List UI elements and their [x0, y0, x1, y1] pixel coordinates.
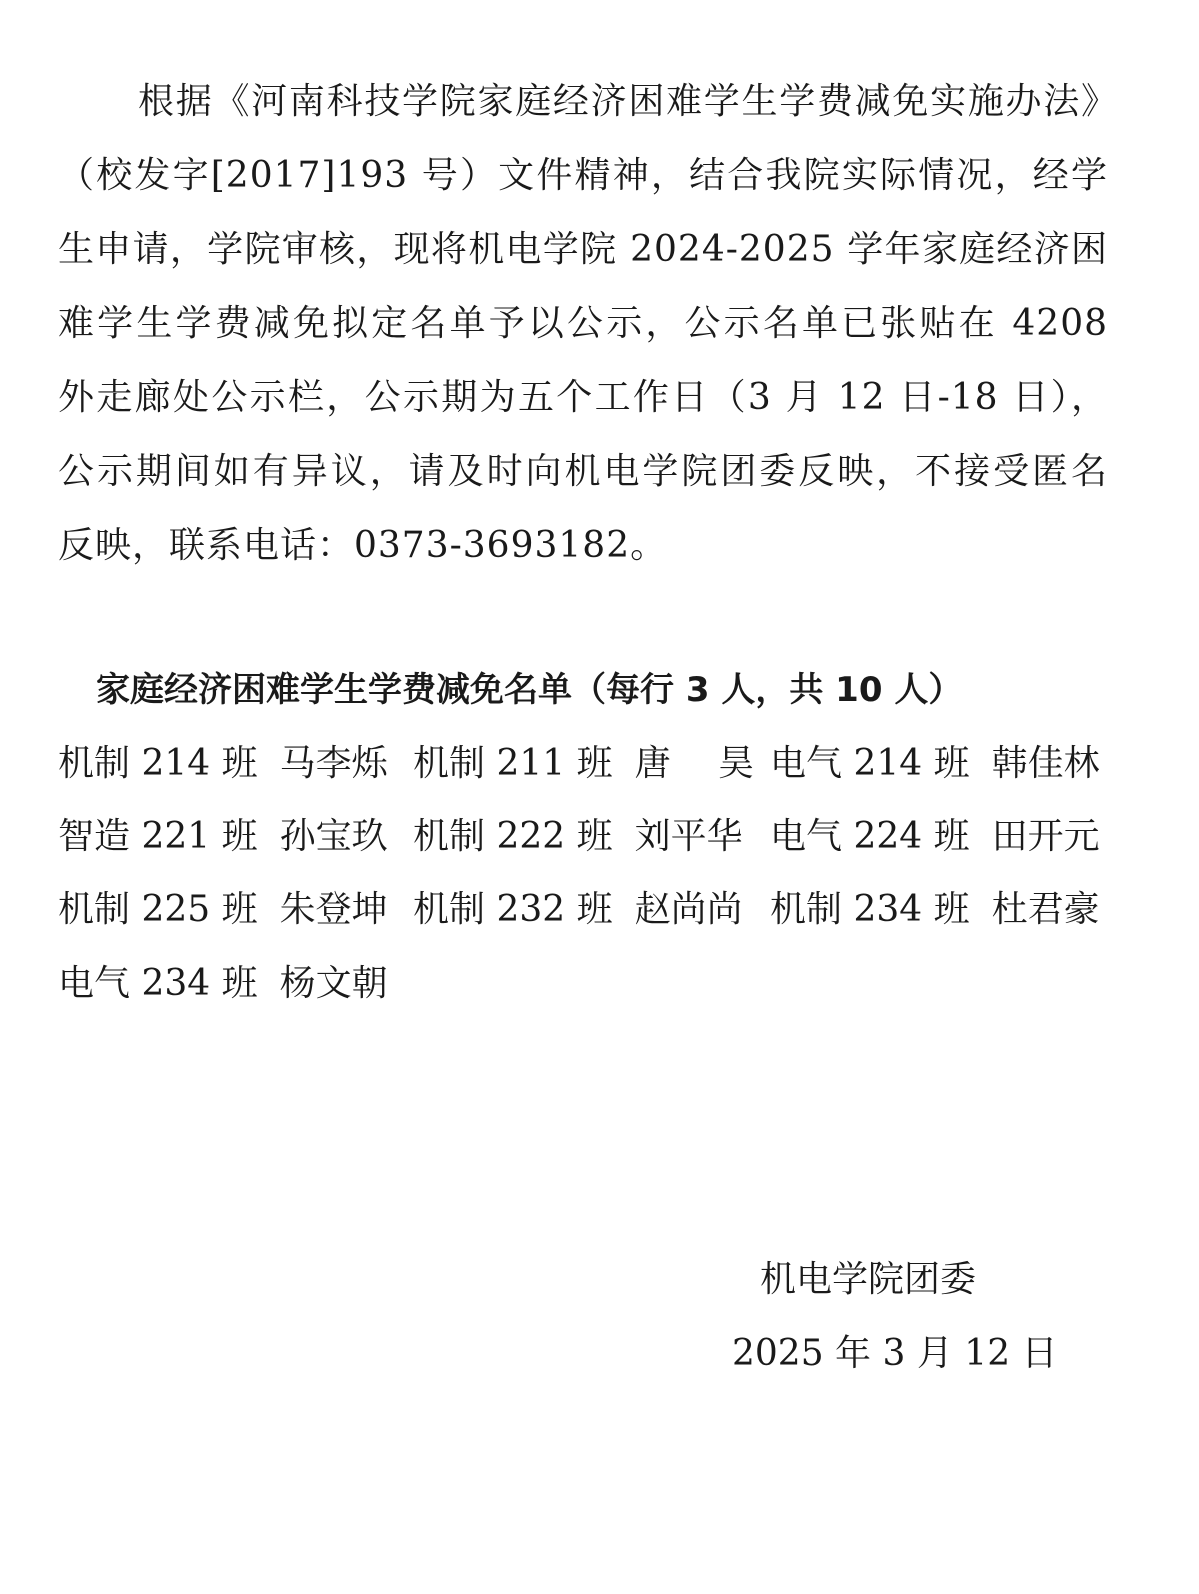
class-name: 电气 234 班	[58, 963, 258, 1004]
student-name: 孙宝玖	[279, 816, 388, 857]
list-row	[58, 815, 1103, 859]
notice-line: 反映，联系电话：0373-3693182。	[58, 525, 668, 566]
class-name: 智造 221 班	[58, 816, 258, 857]
class-name: 机制 225 班	[58, 889, 258, 930]
list-title: 家庭经济困难学生学费减免名单（每行 3 人，共 10 人）	[96, 670, 963, 710]
list-item	[58, 962, 388, 1006]
class-name: 机制 222 班	[413, 816, 613, 857]
class-name: 机制 214 班	[58, 743, 258, 784]
class-name: 电气 214 班	[770, 743, 970, 784]
notice-line: 难学生学费减免拟定名单予以公示，公示名单已张贴在 4208	[58, 303, 1108, 344]
student-name: 刘平华	[634, 816, 743, 857]
class-name: 机制 234 班	[770, 889, 970, 930]
list-item	[58, 888, 388, 932]
signature-org: 机电学院团委	[760, 1259, 977, 1300]
list-row	[58, 962, 1103, 1006]
list-item	[770, 888, 1100, 932]
list-item	[770, 742, 1100, 786]
class-name: 机制 211 班	[413, 743, 613, 784]
list-item	[413, 742, 754, 786]
notice-line: 生申请，学院审核，现将机电学院 2024-2025 学年家庭经济困	[58, 229, 1108, 270]
list-item	[58, 742, 388, 786]
student-name: 唐 昊	[634, 743, 755, 784]
student-name: 马李烁	[279, 743, 388, 784]
student-name: 杜君豪	[991, 889, 1100, 930]
list-row	[58, 888, 1103, 932]
student-name: 朱登坤	[279, 889, 388, 930]
class-name: 电气 224 班	[770, 816, 970, 857]
student-name: 杨文朝	[279, 963, 388, 1004]
list-row	[58, 742, 1103, 786]
student-name: 赵尚尚	[634, 889, 743, 930]
notice-line: 外走廊处公示栏，公示期为五个工作日（3 月 12 日-18 日），	[58, 377, 1108, 418]
student-name: 韩佳林	[991, 743, 1100, 784]
list-item	[413, 888, 743, 932]
notice-line: （校发字[2017]193 号）文件精神，结合我院实际情况，经学	[58, 155, 1108, 196]
list-item	[413, 815, 743, 859]
student-name: 田开元	[991, 816, 1100, 857]
list-item	[770, 815, 1100, 859]
signature-date: 2025 年 3 月 12 日	[732, 1333, 1058, 1374]
class-name: 机制 232 班	[413, 889, 613, 930]
list-item	[58, 815, 388, 859]
notice-line: 公示期间如有异议，请及时向机电学院团委反映，不接受匿名	[58, 451, 1108, 492]
notice-line: 根据《河南科技学院家庭经济困难学生学费减免实施办法》	[138, 81, 1118, 122]
